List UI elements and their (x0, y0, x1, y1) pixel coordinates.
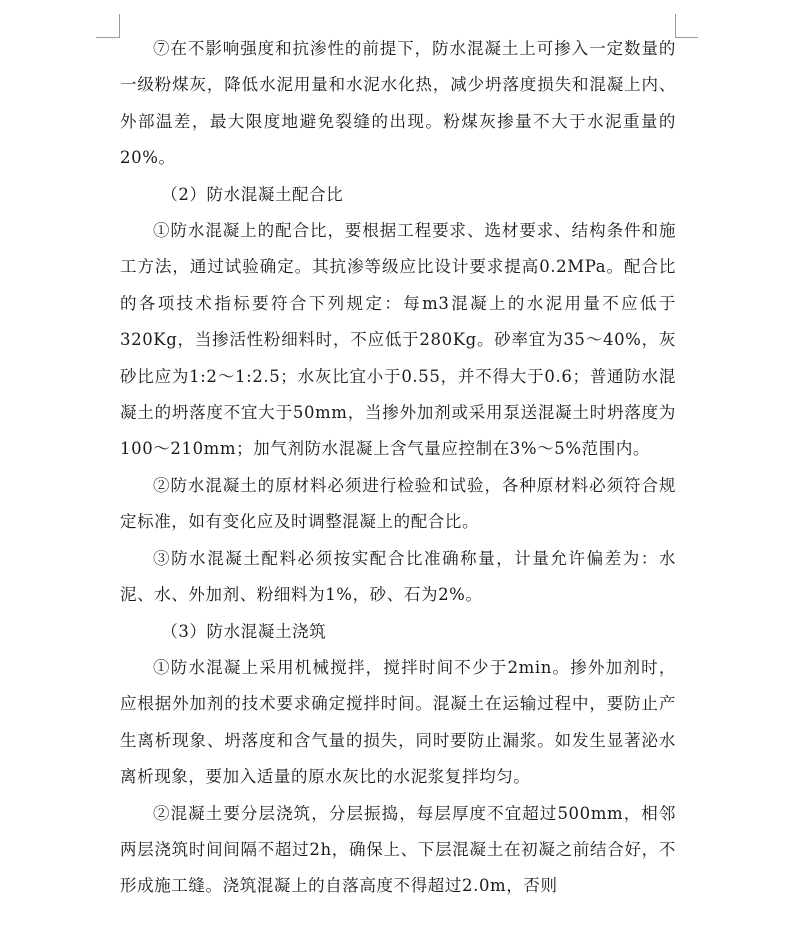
paragraph-pouring-1: ①防水混凝上采用机械搅拌，搅拌时间不少于2min。掺外加剂时，应根据外加剂的技术要求确定搅拌时间。混凝土在运输过程中，要防止产生离析现象、坍落度和含气量的损失，同时要防止漏浆。如发生显著泌水离析现象，要加入适量的原水灰比的水泥浆复拌均匀。 (120, 657, 676, 787)
document-body (120, 31, 676, 905)
paragraph-item-7: ⑦在不影响强度和抗渗性的前提下，防水混凝土上可掺入一定数量的一级粉煤灰，降低水泥用量和水泥水化热，减少坍落度损失和混凝上内、外部温差，最大限度地避免裂缝的出现。粉煤灰掺量不大于水泥重量的20%。 (120, 39, 676, 168)
margin-corner-mark-right-horizontal (675, 37, 698, 38)
section-heading-pouring: （3）防水混凝土浇筑 (161, 621, 327, 641)
margin-corner-mark-left-horizontal (96, 37, 119, 38)
paragraph-mix-ratio-3: ③防水混凝土配料必须按实配合比准确称量，计量允许偏差为：水泥、水、外加剂、粉细料为1%，砂、石为2%。 (120, 548, 676, 605)
section-heading-mix-ratio: （2）防水混凝土配合比 (161, 184, 344, 204)
paragraph-mix-ratio-1: ①防水混凝上的配合比，要根据工程要求、选材要求、结构条件和施工方法，通过试验确定。其抗渗等级应比设计要求提高0.2MPa。配合比的各项技术指标要符合下列规定：每m3混凝上的水泥用量不应低于320Kg，当掺活性粉细料时，不应低于280Kg。砂率宜为35～40%，灰砂比应为1:2～1:2.5；水灰比宜小于0.55，并不得大于0.6；普通防水混凝土的坍落度不宜大于50mm，当掺外加剂或采用泵送混凝土时坍落度为100～210mm；加气剂防水混凝上含气量应控制在3%～5%范围内。 (120, 221, 676, 459)
paragraph-pouring-2: ②混凝土要分层浇筑，分层振捣，每层厚度不宜超过500mm，相邻两层浇筑时间间隔不超过2h，确保上、下层混凝土在初凝之前结合好，不形成施工缝。浇筑混凝上的自落高度不得超过2.0m，否则 (120, 803, 676, 896)
paragraph-mix-ratio-2: ②防水混凝土的原材料必须进行检验和试验，各种原材料必须符合规定标准，如有变化应及时调整混凝上的配合比。 (120, 475, 676, 532)
